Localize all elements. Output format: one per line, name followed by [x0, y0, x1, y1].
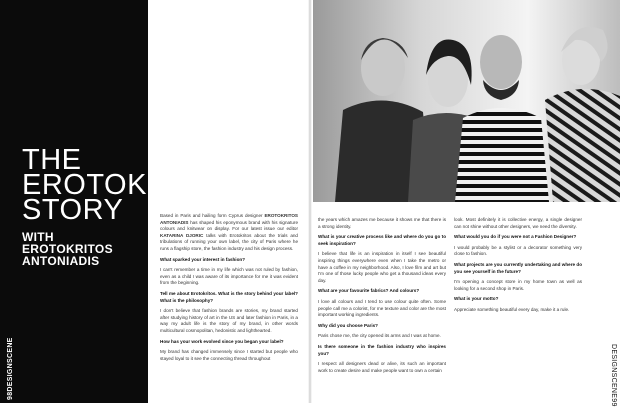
intro-text: has shaped his eponymous brand with his signature colours and knitwear on display. For our latest issue our editor	[160, 219, 298, 232]
folio-text: 98DESIGNSCENE	[7, 337, 14, 400]
intro-paragraph	[160, 213, 298, 253]
interview-question: How has your work evolved since you began your label?	[160, 338, 284, 344]
backstage-photo	[313, 0, 620, 202]
subtitle-line: EROTOKRITOS	[22, 242, 113, 256]
intro-text: Based in Paris and hailing form Cyprus designer	[160, 213, 265, 218]
interview-answer: Appreciate something beautiful every day, make it a rule.	[454, 306, 570, 312]
subtitle-line: ANTONIADIS	[22, 254, 100, 268]
interview-answer: I believe that life is an inspiration in itself I see beautiful inspiring things everywhere even when I take the metro or have a coffee in my neighborhood. Also, I love film and art but I'm one of those lucky people who get a thousand ideas every day.	[318, 251, 446, 283]
text-column-1	[160, 213, 298, 401]
interview-question: What projects are you currently undertaking and where do you see yourself in the future?	[454, 261, 582, 274]
photo-image	[313, 0, 620, 202]
interview-question: Is there someone in the fashion industry who inspires you?	[318, 343, 446, 356]
interview-answer: look. Most definitely it is collective energy, a single designer can not shine without other designers, we need the diversity.	[454, 217, 582, 229]
interview-question: Why did you choose Paris?	[318, 322, 378, 328]
interview-question: What are your favourite fabrics? And colours?	[318, 288, 420, 294]
title-line: EROTOKRITOS	[22, 169, 238, 201]
interview-answer: the years which amazes me because it shows me that there is a strong identity.	[318, 217, 446, 229]
interview-answer: I love all colours and I tend to use colour quite often. Some people call me a colorist, for me texture and color are the most important working ingredients.	[318, 298, 446, 318]
interview-question: What is your motto?	[454, 296, 499, 302]
subtitle-line: WITH	[22, 230, 54, 244]
interview-answer: I can't remember a time in my life which was not ruled by fashion, even as a child I was aware of its importance for me it was evident from the beginning.	[160, 267, 298, 286]
page-folio-left	[5, 337, 15, 400]
interview-answer: I respect all designers dead or alive, its such an important work to create desire and make people want to own a certain	[318, 361, 446, 373]
interview-answer: Paris chose me, the city opened its arms and I was at home.	[318, 333, 441, 339]
text-column-3	[454, 217, 582, 401]
title-line: THE	[22, 144, 82, 176]
page-folio-right	[608, 344, 618, 407]
folio-text: DESIGNSCENE99	[610, 344, 617, 407]
interview-answer: I'm opening a concept store in my home town as well as looking for a second shop in Paris.	[454, 279, 582, 291]
interview-question: What is your creative process like and where do you go to seek inspiration?	[318, 234, 446, 246]
interview-answer: I would probably be a stylist or a decorator something very close to fashion.	[454, 244, 582, 257]
interview-question: What would you do if you were not a Fashion Designer?	[454, 234, 577, 240]
designer-name: EROTOKRITOS ANTONIADIS	[160, 213, 298, 225]
title-line: STORY	[22, 194, 124, 226]
interview-answer: I don't believe that fashion brands are stories, my brand started after studying history of art in the US and later fashion in Paris, in a way my adult life is the story of my brand, in other words multicultural cosmopolitan, hedonistic and lighthearted.	[160, 308, 298, 333]
interview-question: Tell me about Erotokritos. What is the story behind your label? What is the philosophy?	[160, 290, 298, 303]
intro-text: talks with Erotokritos about the trials and tribulations of running your own label, the city of Paris where he runs a flagship store, the fashion industry and his design process.	[160, 232, 298, 251]
interview-answer: My brand has changed immensely since I started but people who stayed loyal to it see the connecting thread throughout	[160, 349, 298, 361]
editor-name: KATARINA DJORIC	[160, 232, 204, 238]
text-column-2	[318, 217, 446, 401]
page-gutter	[308, 0, 312, 403]
left-page	[0, 0, 310, 403]
interview-question: What sparked your interest in fashion?	[160, 256, 245, 262]
article-subtitle	[22, 231, 113, 267]
